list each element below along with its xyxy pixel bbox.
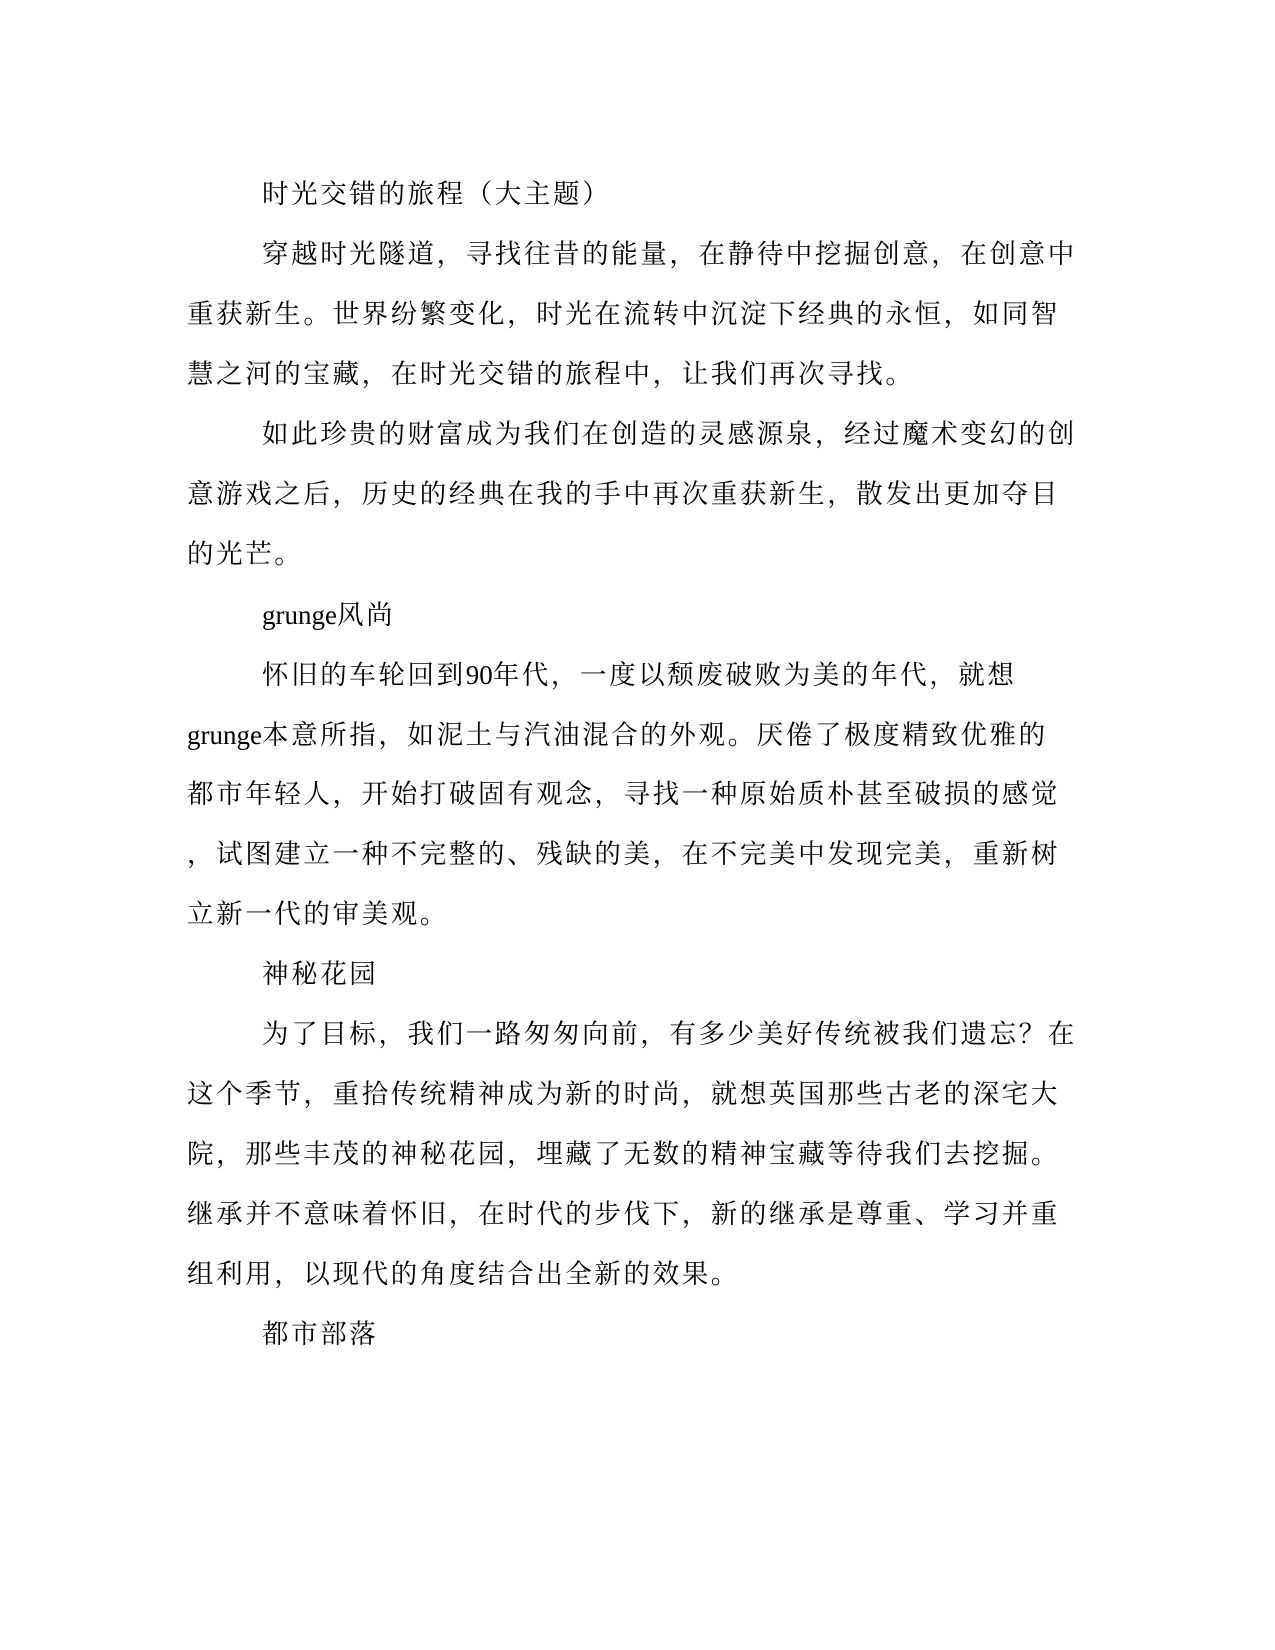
paragraph-line: 穿越时光隧道，寻找往昔的能量，在静待中挖掘创意，在创意中 [262, 239, 1077, 270]
decade-number: 90 [465, 660, 493, 690]
text-run: 年代，一度以颓废破败为美的年代，就想 [492, 660, 1017, 691]
heading-rest: 风尚 [336, 600, 396, 631]
latin-word: grunge [187, 720, 262, 750]
paragraph-line: 都市年轻人，开始打破固有观念，寻找一种原始质朴甚至破损的感觉 [187, 779, 1060, 810]
paragraph-line [187, 705, 1087, 765]
paragraph-line: 立新一代的审美观。 [187, 899, 449, 930]
paragraph-line: 院，那些丰茂的神秘花园，埋藏了无数的精神宝藏等待我们去挖掘。 [187, 1139, 1060, 1170]
paragraph-line: 慧之河的宝藏，在时光交错的旅程中，让我们再次寻找。 [187, 359, 915, 390]
section-heading-urban-tribe: 都市部落 [262, 1319, 379, 1350]
paragraph-line: ，试图建立一种不完整的、残缺的美，在不完美中发现完美，重新树 [187, 839, 1060, 870]
paragraph-line: 意游戏之后，历史的经典在我的手中再次重获新生，散发出更加夺目 [187, 479, 1060, 510]
paragraph-line: 如此珍贵的财富成为我们在创造的灵感源泉，经过魔术变幻的创 [262, 419, 1077, 450]
paragraph-line: 的光芒。 [187, 539, 304, 570]
document-body [187, 165, 1087, 1365]
paragraph-line: 组利用，以现代的角度结合出全新的效果。 [187, 1259, 740, 1290]
heading-latin-word: grunge [262, 600, 337, 630]
paragraph-line: 这个季节，重拾传统精神成为新的时尚，就想英国那些古老的深宅大 [187, 1079, 1060, 1110]
text-run: 怀旧的车轮回到 [262, 660, 466, 691]
paragraph-line: 重获新生。世界纷繁变化，时光在流转中沉淀下经典的永恒，如同智 [187, 299, 1060, 330]
section-heading-journey: 时光交错的旅程（大主题） [262, 179, 612, 210]
paragraph-line: 继承并不意味着怀旧，在时代的步伐下，新的继承是尊重、学习并重 [187, 1199, 1060, 1230]
section-heading-grunge [187, 585, 1087, 645]
section-heading-secret-garden: 神秘花园 [262, 959, 379, 990]
text-run: 本意所指，如泥土与汽油混合的外观。厌倦了极度精致优雅的 [261, 720, 1048, 751]
paragraph-line: 为了目标，我们一路匆匆向前，有多少美好传统被我们遗忘？在 [262, 1019, 1077, 1050]
paragraph-line [187, 645, 1087, 705]
